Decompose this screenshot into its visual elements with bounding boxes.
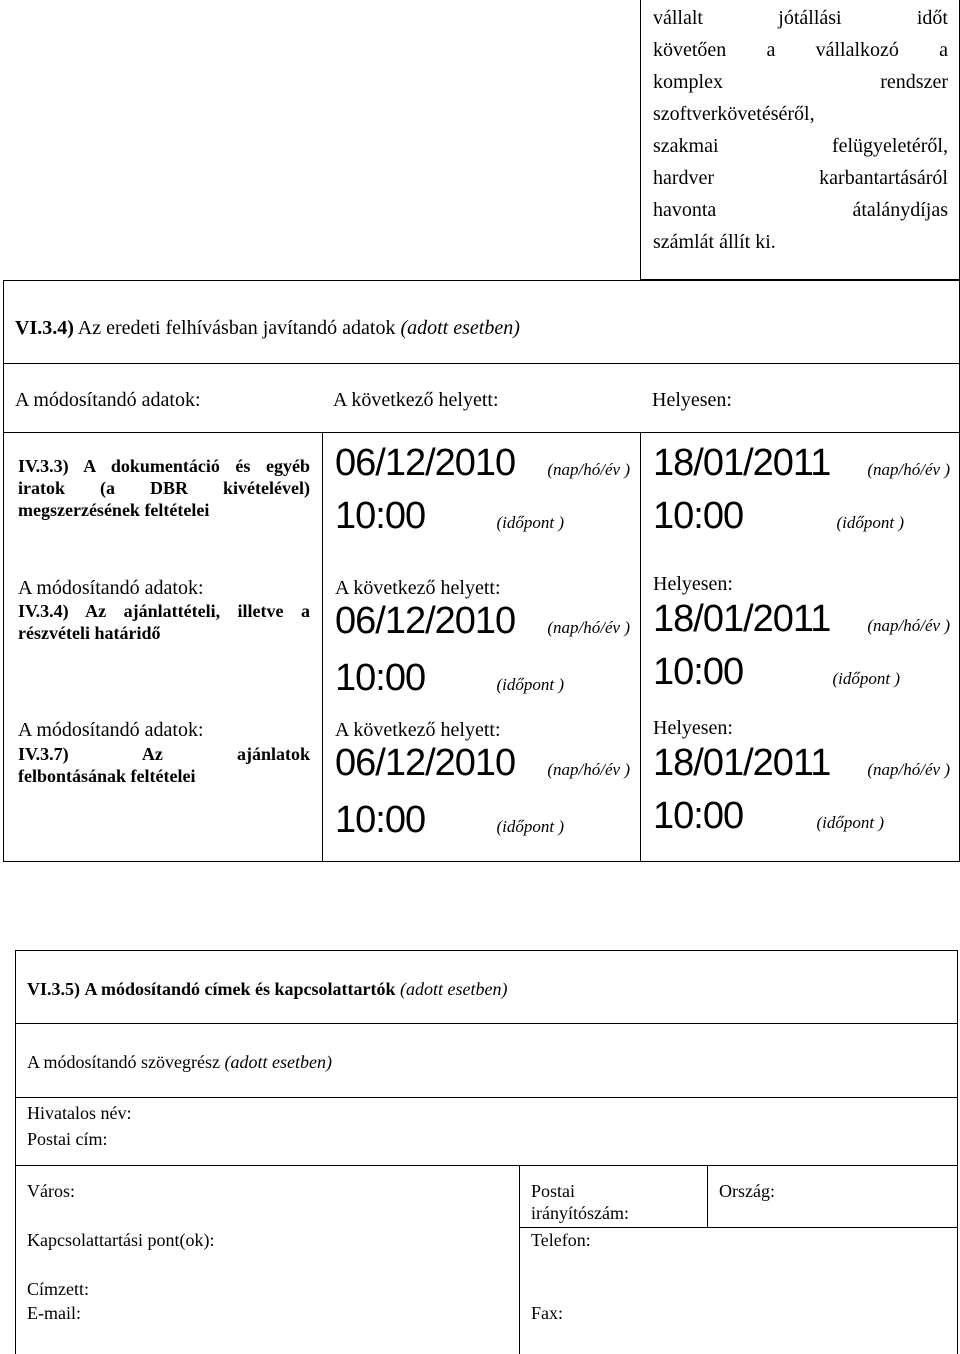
- new-time: 10:00: [653, 795, 744, 837]
- top-line-4: szoftverkövetéséről,: [653, 103, 815, 125]
- section-vi34-heading: [15, 316, 520, 340]
- addressee-label: Címzett:: [27, 1279, 89, 1299]
- date-unit: (nap/hó/év ): [547, 460, 630, 479]
- time-unit: (időpont ): [496, 513, 564, 532]
- divider: [15, 1165, 958, 1166]
- official-name-label: Hivatalos név:: [27, 1103, 132, 1123]
- top-line-6: hardver karbantartásáról: [653, 167, 948, 189]
- row-1-label: IV.3.3) A dokumentáció és egyéb iratok (a DBR kivételével) megszerzésének feltételei: [18, 456, 310, 520]
- old-time: 10:00: [335, 495, 426, 537]
- column-divider: [707, 1165, 708, 1227]
- section-number: VI.3.4): [15, 317, 74, 339]
- row-2-old-value: [335, 598, 630, 708]
- header-correct: Helyesen:: [652, 389, 732, 411]
- date-unit: (nap/hó/év ): [867, 760, 950, 779]
- header-instead: A következő helyett:: [333, 389, 499, 411]
- column-divider: [322, 432, 323, 862]
- section-vi35-heading: [27, 978, 507, 1000]
- row-1-new-value: [653, 440, 950, 546]
- new-time: 10:00: [653, 495, 744, 537]
- column-divider: [640, 432, 641, 862]
- row-3-modify-header: A módosítandó adatok:: [18, 719, 204, 741]
- text-part-qualifier: (adott esetben): [224, 1052, 332, 1072]
- top-line-7: havonta átalánydíjas: [653, 199, 948, 221]
- divider: [3, 363, 960, 364]
- old-date: 06/12/2010: [335, 442, 516, 484]
- section-qualifier: (adott esetben): [400, 317, 520, 339]
- row-3-label: IV.3.7) Az ajánlatok felbontásának feltételei: [18, 744, 310, 786]
- country-label: Ország:: [719, 1181, 775, 1201]
- row-2-label: IV.3.4) Az ajánlattételi, illetve a részvételi határidő: [18, 601, 310, 643]
- row-3-new-value: [653, 740, 950, 846]
- new-date: 18/01/2011: [653, 598, 831, 640]
- section-title: Az eredeti felhívásban javítandó adatok: [77, 317, 396, 339]
- divider: [15, 1023, 958, 1024]
- row-3-old-value: [335, 740, 630, 850]
- text-part-heading: [27, 1051, 332, 1073]
- section-qualifier: (adott esetben): [400, 979, 508, 999]
- new-time: 10:00: [653, 651, 744, 693]
- header-modify: A módosítandó adatok:: [15, 389, 201, 411]
- divider: [3, 432, 960, 433]
- column-divider: [519, 1165, 520, 1354]
- date-unit: (nap/hó/év ): [867, 460, 950, 479]
- old-date: 06/12/2010: [335, 600, 516, 642]
- postal-code-label: Postai irányítószám:: [531, 1181, 629, 1223]
- row-3-instead-header: A következő helyett:: [335, 719, 501, 741]
- top-line-2: követően a vállalkozó a: [653, 39, 948, 61]
- section-number: VI.3.5): [27, 979, 80, 999]
- divider: [15, 1097, 958, 1098]
- text-part-label: A módosítandó szövegrész: [27, 1052, 220, 1072]
- time-unit: (időpont ): [816, 813, 884, 832]
- top-cell-text: [653, 6, 948, 262]
- date-unit: (nap/hó/év ): [547, 618, 630, 637]
- section-vi35-box: [15, 950, 958, 1354]
- top-line-8: számlát állít ki.: [653, 231, 776, 253]
- top-line-5: szakmai felügyeletéről,: [653, 135, 948, 157]
- city-label: Város:: [27, 1181, 75, 1201]
- row-2-new-value: [653, 596, 950, 702]
- time-unit: (időpont ): [496, 675, 564, 694]
- old-date: 06/12/2010: [335, 742, 516, 784]
- date-unit: (nap/hó/év ): [547, 760, 630, 779]
- divider: [519, 1227, 958, 1228]
- time-unit: (időpont ): [496, 817, 564, 836]
- time-unit: (időpont ): [832, 669, 900, 688]
- row-2-correct-header: Helyesen:: [653, 573, 733, 595]
- row-1-old-value: [335, 440, 630, 546]
- date-unit: (nap/hó/év ): [867, 616, 950, 635]
- section-title: A módosítandó címek és kapcsolattartók: [84, 979, 396, 999]
- fax-label: Fax:: [531, 1303, 564, 1323]
- email-label: E-mail:: [27, 1303, 81, 1323]
- row-2-modify-header: A módosítandó adatok:: [18, 577, 204, 599]
- old-time: 10:00: [335, 657, 426, 699]
- row-3-correct-header: Helyesen:: [653, 717, 733, 739]
- old-time: 10:00: [335, 799, 426, 841]
- new-date: 18/01/2011: [653, 742, 831, 784]
- postal-address-label: Postai cím:: [27, 1129, 108, 1149]
- time-unit: (időpont ): [836, 513, 904, 532]
- row-2-instead-header: A következő helyett:: [335, 577, 501, 599]
- top-line-3: komplex rendszer: [653, 71, 948, 93]
- top-line-1: vállalt jótállási időt: [653, 7, 948, 29]
- new-date: 18/01/2011: [653, 442, 831, 484]
- phone-label: Telefon:: [531, 1230, 591, 1250]
- contact-point-label: Kapcsolattartási pont(ok):: [27, 1230, 215, 1250]
